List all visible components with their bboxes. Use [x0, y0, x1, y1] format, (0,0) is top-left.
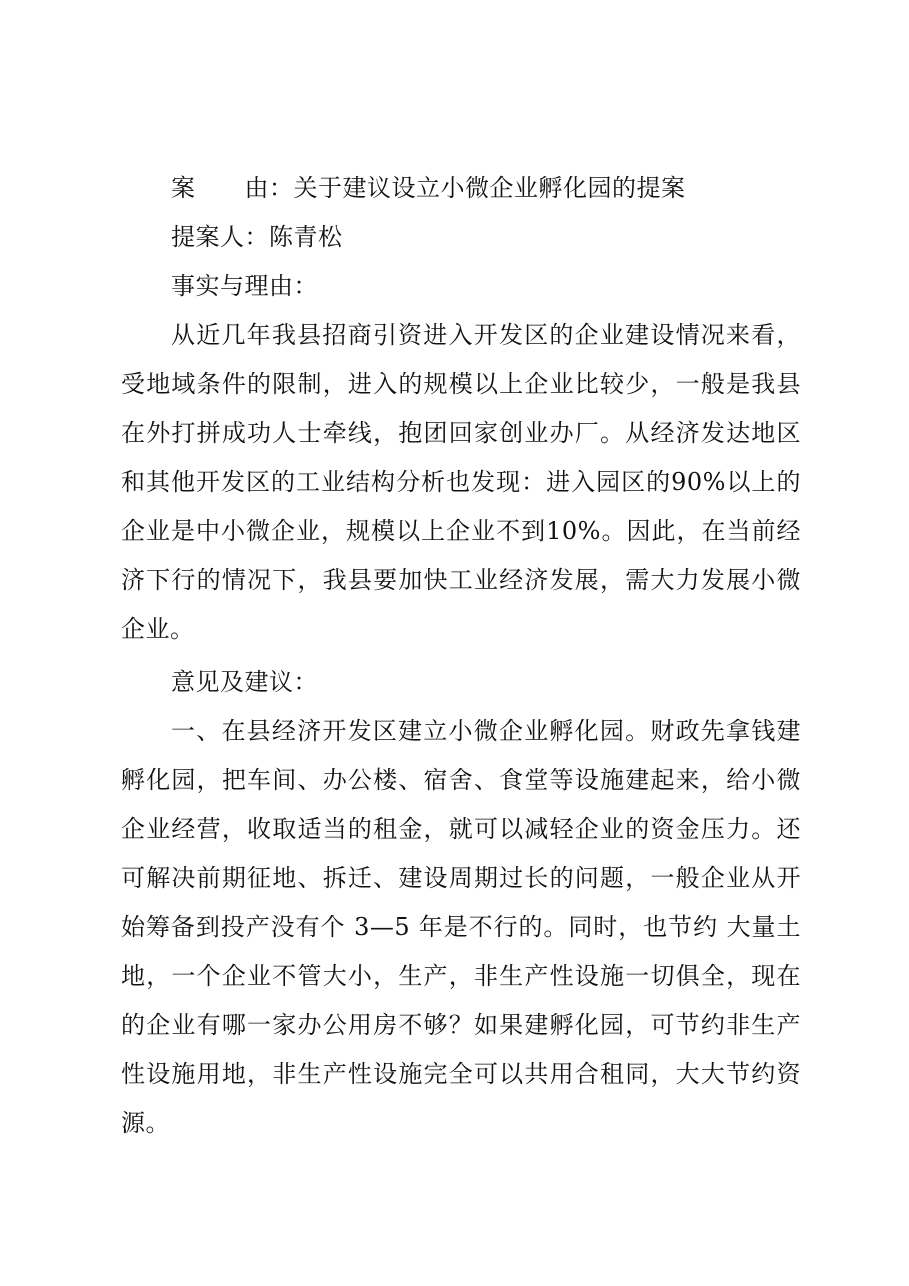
facts-heading: 事实与理由： — [171, 272, 318, 300]
facts-line: 济下行的情况下，我县要加快工业经济发展，需大力发展小微 — [121, 566, 801, 594]
suggestions-heading: 意见及建议： — [171, 668, 318, 696]
suggestion-line: 可解决前期征地、拆迁、建设周期过长的问题，一般企业从开 — [121, 864, 801, 892]
suggestion-line: 源。 — [121, 1109, 170, 1137]
facts-line: 受地域条件的限制，进入的规模以上企业比较少，一般是我县 — [121, 370, 801, 398]
facts-line: 企业是中小微企业，规模以上企业不到10%。因此，在当前经 — [121, 517, 801, 545]
facts-line: 和其他开发区的工业结构分析也发现：进入园区的90%以上的 — [121, 468, 801, 496]
suggestion-line: 性设施用地，非生产性设施完全可以共用合租同，大大节约资 — [121, 1060, 801, 1088]
suggestion-line: 企业经营，收取适当的租金，就可以减轻企业的资金压力。还 — [121, 815, 801, 843]
document-body — [121, 164, 801, 1148]
suggestion-line: 始筹备到投产没有个 3—5 年是不行的。同时，也节约 大量土 — [121, 913, 801, 941]
subject-line: 案 由：关于建议设立小微企业孵化园的提案 — [171, 174, 686, 202]
proposer-line: 提案人：陈青松 — [171, 223, 343, 251]
suggestion-line: 一、在县经济开发区建立小微企业孵化园。财政先拿钱建 — [171, 717, 801, 745]
facts-line: 在外打拼成功人士牵线，抱团回家创业办厂。从经济发达地区 — [121, 419, 801, 447]
suggestion-line: 孵化园，把车间、办公楼、宿舍、食堂等设施建起来，给小微 — [121, 766, 801, 794]
suggestion-line: 的企业有哪一家办公用房不够？如果建孵化园，可节约非生产 — [121, 1011, 801, 1039]
facts-line: 企业。 — [121, 615, 195, 643]
suggestion-line: 地，一个企业不管大小，生产，非生产性设施一切俱全，现在 — [121, 962, 801, 990]
facts-line: 从近几年我县招商引资进入开发区的企业建设情况来看， — [171, 321, 801, 349]
